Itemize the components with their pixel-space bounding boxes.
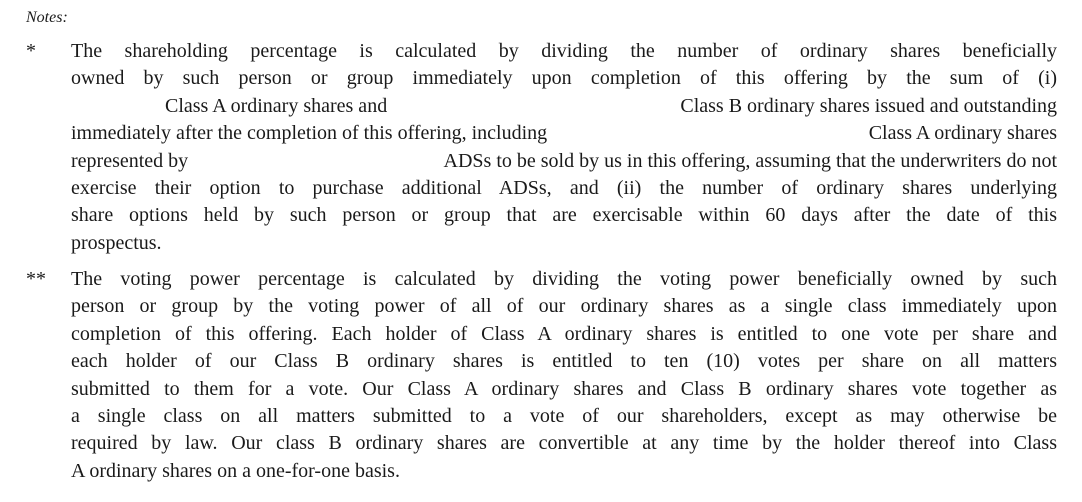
footnote-line-segment: represented by <box>71 149 189 172</box>
footnote-body <box>71 38 1057 257</box>
footnote-line-segment: Class A ordinary shares and <box>165 94 388 117</box>
footnote-marker: * <box>26 40 36 62</box>
footnote-body <box>71 266 1057 485</box>
footnote-line <box>71 93 1057 120</box>
footnote-marker: ** <box>26 268 46 290</box>
footnote-line: share options held by such person or group that are exercisable within 60 days after the date of this <box>71 204 1057 227</box>
footnote-line <box>71 148 1057 175</box>
footnote-line: prospectus. <box>71 231 162 254</box>
footnote-line-segment: Class A ordinary shares <box>868 122 1057 145</box>
footnote-line-segment: immediately after the completion of this offering, including <box>71 122 548 145</box>
footnote-line-segment: Class B ordinary shares issued and outstanding <box>680 94 1057 117</box>
footnote-line: The voting power percentage is calculated by dividing the voting power beneficially owned by such <box>71 268 1057 290</box>
footnote-line <box>71 120 1057 147</box>
footnote-line: required by law. Our class B ordinary shares are convertible at any time by the holder thereof into Class <box>71 432 1057 455</box>
footnote-line: exercise their option to purchase additional ADSs, and (ii) the number of ordinary shares underlying <box>71 177 1057 200</box>
footnote-line: The shareholding percentage is calculated by dividing the number of ordinary shares beneficially <box>71 40 1057 62</box>
notes-heading: Notes: <box>26 9 68 26</box>
footnote-line: person or group by the voting power of all of our ordinary shares as a single class immediately upon <box>71 295 1057 318</box>
footnote-line: each holder of our Class B ordinary shares is entitled to ten (10) votes per share on all matters <box>71 350 1057 373</box>
footnote-line: a single class on all matters submitted to a vote of our shareholders, except as may otherwise be <box>71 405 1057 428</box>
footnote-line-segment: ADSs to be sold by us in this offering, assuming that the underwriters do not <box>443 149 1057 172</box>
footnote-line: submitted to them for a vote. Our Class A ordinary shares and Class B ordinary shares vote together as <box>71 377 1057 400</box>
footnote-line: completion of this offering. Each holder of Class A ordinary shares is entitled to one vote per share and <box>71 322 1057 345</box>
footnote-line: A ordinary shares on a one-for-one basis. <box>71 459 400 482</box>
footnote-line: owned by such person or group immediately upon completion of this offering by the sum of (i) <box>71 67 1057 90</box>
